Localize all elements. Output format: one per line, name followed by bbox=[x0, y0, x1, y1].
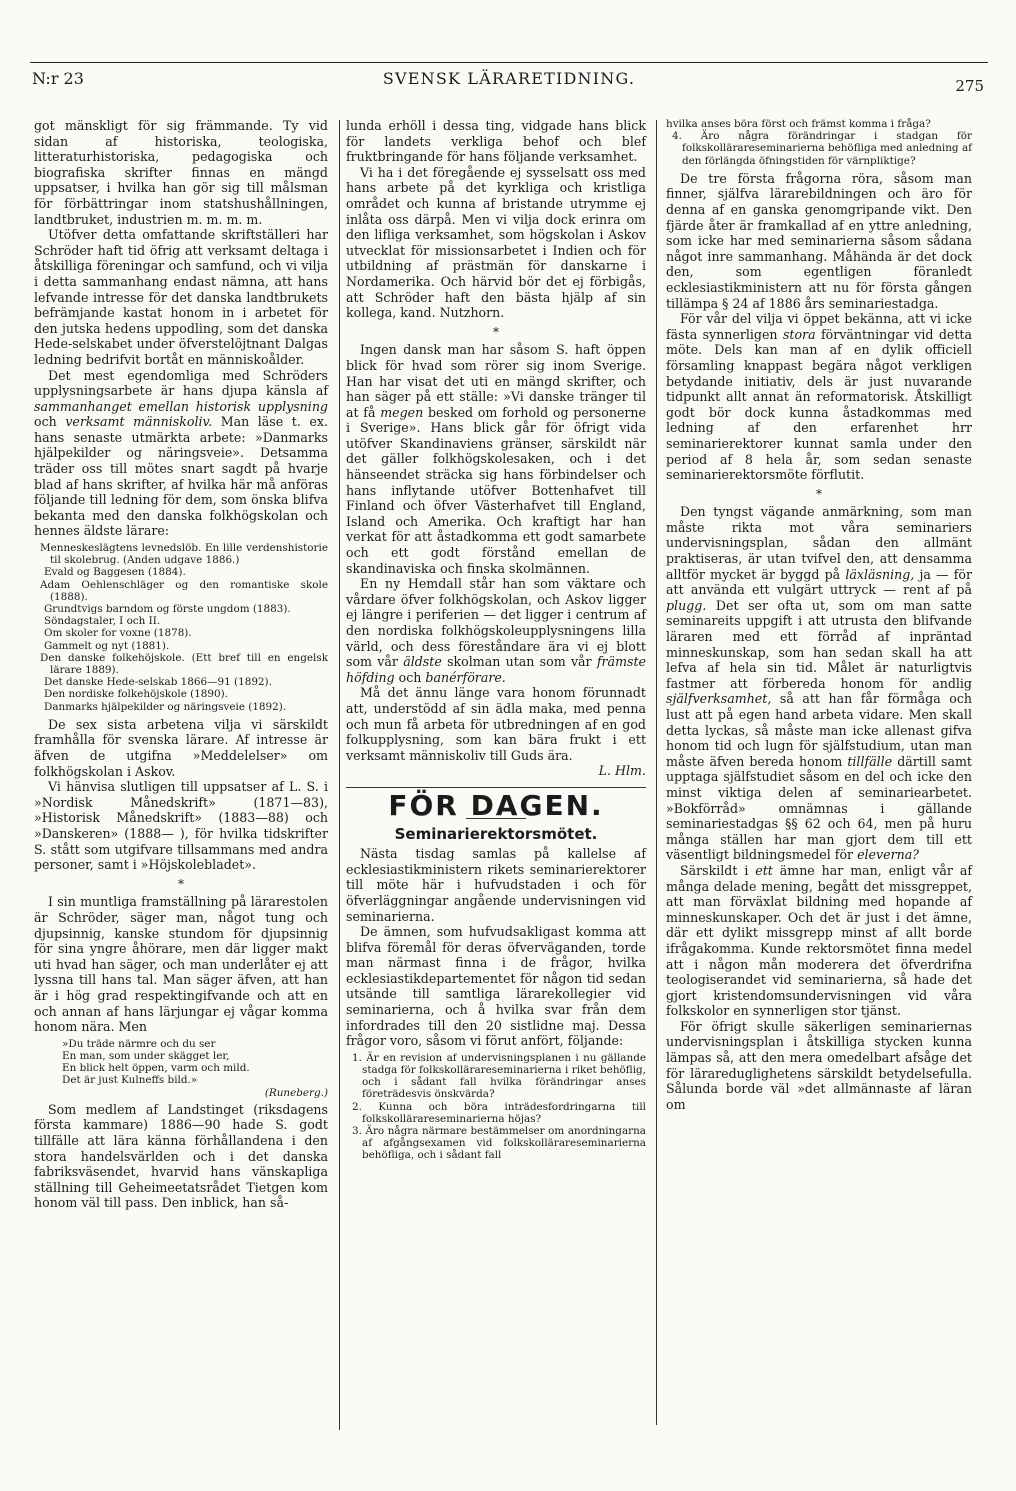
paragraph: Vi ha i det föregående ej sysselsatt oss med hans arbete på det kyrkliga och kristliga området och kunna af bristande utrymme ej inlåta oss därpå. Men vi vilja dock erinra om den lifliga verksamhet, som högskolan i Askov utvecklat för missionsarbetet i Indien och för utbildning af prästmän för danskarne i Nordamerika. Och härvid bör det ej förbigås, att Schröder haft den bästa hjälp af sin kollega, kand. Nutzhorn. bbox=[346, 164, 646, 321]
paragraph: I sin muntliga framställning på lärarestolen är Schröder, säger man, något tung och djupsinnig, kanske stundom för djupsinnig för sina yngre åhörare, men där ligger makt uti hvad han säger, och man underlåter ej att lyssna till hans tal. Man säger äfven, att han är i hög grad respektingifvande och att en och annan af hans lärjungar ej vågar komma honom nära. Men bbox=[34, 894, 328, 1035]
poem-line: Det är just Kulneffs bild.» bbox=[62, 1074, 198, 1087]
column-3 bbox=[666, 118, 972, 1112]
list-item: Danmarks hjälpekilder og näringsveie (1892). bbox=[44, 700, 287, 713]
paragraph: got mänskligt för sig främmande. Ty vid sidan af historiska, teologiska, litteraturhistoriska, pedagogiska och biografiska skrifter finnas en mängd uppsatser, i hvilka han gör sig till målsman för förbättringar inom statshushållningen, landtbruket, industrien m. m. m. m. bbox=[34, 118, 328, 227]
list-item: Det danske Hede-selskab 1866—91 (1892). bbox=[44, 676, 272, 689]
list-item: Söndagstaler, I och II. bbox=[44, 615, 161, 628]
question-list bbox=[346, 1052, 646, 1162]
works-list bbox=[34, 542, 328, 713]
paragraph: För öfrigt skulle säkerligen seminariernas undervisningsplan i åtskilliga stycken kunna lämpas så, att den mera omedelbart afsåge det för lärareduglighetens särskildt betydelsefulla. Sålunda borde väl »det allmännaste af läran om bbox=[666, 1018, 972, 1112]
paragraph: lunda erhöll i dessa ting, vidgade hans blick för landets verkliga behof och blef fruktbringande för hans följande verksamhet. bbox=[346, 118, 646, 165]
list-item: Adam Oehlenschläger og den romantiske skole (1888). bbox=[40, 578, 328, 603]
paragraph: Ingen dansk man har såsom S. haft öppen blick för hvad som rörer sig inom Sverige. Han har visat det uti en mängd skrifter, och han säger på ett ställe: »Vi danske tränger til at få megen besked om forhold og personerne i Sverige». Hans blick går för öfrigt vida utöfver Skandinaviens gränser, särskildt när det gäller folkhögskolesaken, och i det hänseendet sträcka sig hans förbindelser och hans inflytande utöfver Bottenhafvet till Finland och öfver Västerhafvet till England, Island och Amerika. Och kraftigt har han verkat för att åstadkomma ett godt samarbete och ett godt förstånd emellan de skandinaviska och finska skolmännen. bbox=[346, 342, 646, 576]
paragraph: En ny Hemdall står han som väktare och vårdare öfver folkhögskolan, och Askov ligger ej längre i periferien — det ligger i centrum af den nordiska folkhögskoleupplysningens lilla värld, och dess föreståndare ära vi ej blott som vår äldste skolman utan som vår främste höfding och banérförare. bbox=[346, 576, 646, 685]
list-item: 1. Är en revision af undervisningsplanen i nu gällande stadga för folkskollärareseminarierna i riket behöflig, och i sådant fall hvilka förändringar anses företrädesvis önskvärda? bbox=[352, 1051, 646, 1101]
paragraph: För vår del vilja vi öppet bekänna, att vi icke fästa synnerligen stora förväntningar vid detta möte. Dels kan man af en dylik officiell församling knappast begära något verkligen betydande initiativ, dels är just nuvarande tidpunkt allt annat än reformatorisk. Åtskilligt godt bör dock kunna åstadkommas med ledning af den erfarenhet hrr seminarierektorer kunnat samla under den period af 8 hela år, som sedan senaste seminarierektorsmöte förflutit. bbox=[666, 311, 972, 483]
paragraph: Som medlem af Landstinget (riksdagens första kammare) 1886—90 hade S. godt tillfälle att lära känna förhållandena i den stora handelsvärlden och i det danska fabriksväsendet, hvarvid hans vänskapliga ställning till Geheimeetatsrådet Tietgen kom honom väl till pass. Den inblick, han så- bbox=[34, 1101, 328, 1211]
poem-line: En man, som under skägget ler, bbox=[62, 1049, 230, 1062]
paragraph: Nästa tisdag samlas på kallelse af ecklesiastikministern rikets seminarierektorer till möte här i hufvudstaden i och för öfverläggningar angående undervisningen vid seminarierna. bbox=[346, 846, 646, 924]
list-item: Den danske folkehöjskole. (Ett bref till en engelsk lärare 1889). bbox=[40, 651, 328, 677]
paragraph: Må det ännu länge vara honom förunnadt att, understödd af sin ädla maka, med penna och mun få arbeta för utbredningen af en god folkupplysning, som kan bära frukt i ett verksamt människoliv till Guds ära. bbox=[346, 685, 646, 763]
poem-line: En blick helt öppen, varm och mild. bbox=[62, 1062, 250, 1075]
column-divider-1 bbox=[339, 120, 340, 1430]
page-header bbox=[30, 62, 988, 99]
separator-asterisk: * bbox=[816, 486, 822, 501]
poem-attribution: (Runeberg.) bbox=[264, 1086, 328, 1099]
list-item: Grundtvigs barndom og förste ungdom (1883). bbox=[44, 603, 291, 616]
paragraph: Särskildt i ett ämne har man, enligt vår af många delade mening, begått det missgreppet, att man förväxlat bildning med hopande af minneskunskaper. Och det är just i det ämne, där ett dylikt missgrepp minst af allt borde ifrågakomma. Kunde rektorsmötet finna medel att i någon mån moderera det öfverdrifna teologiserandet vid seminarierna, så hade det gjort kristendomsundervisningen vid våra folkskolor en synnerligen stor tjänst. bbox=[666, 862, 972, 1019]
list-item: 3. Äro några närmare bestämmelser om anordningarna af afgångsexamen vid folkskollärareseminarierna behöfliga, och i sådant fall bbox=[352, 1125, 646, 1162]
column-divider-2 bbox=[656, 120, 657, 1425]
article-title: Seminarierektorsmötet. bbox=[394, 824, 598, 843]
paragraph: Utöfver detta omfattande skriftställeri har Schröder haft tid öfrig att verksamt deltaga i åtskilliga föreningar och samfund, och vi vilja i detta sammanhang endast nämna, att hans lefvande intresse för det danska landtbrukets befrämjande kastat honom in i arbetet för den jutska hedens uppodling, som det danska Hede-selskabet under öfverstelöjtnant Dalgas ledning bedrifvit bortåt en människoålder. bbox=[34, 227, 328, 367]
page-number: 275 bbox=[955, 77, 984, 95]
issue-number: N:r 23 bbox=[32, 69, 84, 88]
list-item: Den nordiske folkehöjskole (1890). bbox=[44, 688, 228, 701]
separator-asterisk: * bbox=[493, 324, 499, 339]
paragraph: De ämnen, som hufvudsakligast komma att blifva föremål för deras öfverväganden, torde man närmast finna i de frågor, hvilka ecklesiastikdepartementet för någon tid sedan utsände till samtliga lärarekollegier vid seminarierna, och å hvilka svar från dem infordrades till den 20 sistlidne maj. Dessa frågor voro, såsom vi förut anfört, följande: bbox=[346, 924, 646, 1049]
paragraph: Det mest egendomliga med Schröders upplysningsarbete är hans djupa känsla af sammanhanget emellan historisk upplysning och verksamt människoliv. Man läse t. ex. hans senaste utmärkta arbete: »Danmarks hjälpekilder og näringsveie». Detsamma träder oss till mötes snart sagdt på hvarje blad af hans skrifter, af hvilka här må anföras följande till ledning för dem, som önska blifva bekanta med den danska folkhögskolan och hennes äldste lärare: bbox=[34, 367, 328, 539]
paragraph: De tre första frågorna röra, såsom man finner, själfva lärarebildningen och äro för denna af en ganska genomgripande vikt. Den fjärde åter är framkallad af en yttre anledning, som icke har med seminarierna såsom sådana något inre sammanhang. Måhända är det dock den, som egentligen föranledt ecklesiastikministern att nu för första gången tillämpa § 24 af 1886 års seminariestadga. bbox=[666, 170, 972, 311]
list-item: Menneskeslägtens levnedslöb. En lille verdenshistorie til skolebrug. (Anden udgave 1886.) bbox=[40, 542, 328, 567]
section-rule bbox=[346, 787, 646, 788]
list-item: Evald og Baggesen (1884). bbox=[44, 566, 186, 579]
list-item: Om skoler for voxne (1878). bbox=[44, 627, 192, 640]
paragraph: Den tyngst vägande anmärkning, som man måste rikta mot våra seminariers undervisningsplan, sådan den allmänt praktiseras, är utan tvifvel den, att densamma alltför mycket är byggd på läxläsning, ja — för att använda ett vulgärt uttryck — rent af på plugg. Det ser ofta ut, som om man satte seminareits uppgift i att utrusta den blifvande läraren med ett förråd af inpräntad minneskunskap, som han sedan skall ha att lefva af hela sin tid. Målet är naturligtvis fastmer att förbereda honom för andlig själfverksamhet, så att han får förmåga och lust att på egen hand arbeta vidare. Men skall detta lyckas, så måste man icke allenast gifva honom tid och lugn för själfstudium, utan man måste äfven bereda honom tillfälle därtill samt upptaga själfstudiet såsom en del och icke den minst viktiga delen af seminariearbetet. »Bokförråd» omnämnas i gällande seminariestadgas §§ 62 och 64, men på huru många ställen har man gjort dem till ett väsentligt bildningsmedel för eleverna? bbox=[666, 504, 972, 863]
separator-asterisk: * bbox=[178, 876, 184, 891]
list-item: hvilka anses böra först och främst komma i fråga? bbox=[666, 118, 931, 130]
poem-line: »Du träde närmre och du ser bbox=[62, 1037, 216, 1050]
list-item: Gammelt og nyt (1881). bbox=[44, 639, 170, 652]
list-item: 4. Äro några förändringar i stadgan för folkskollärareseminarierna behöfliga med anledning af den förlängda öfningstiden för värnpliktige? bbox=[672, 130, 972, 167]
paragraph: De sex sista arbetena vilja vi särskildt framhålla för svenska lärare. Af intresse är äfven de utgifna »Meddelelser» om folkhögskolan i Askov. bbox=[34, 716, 328, 779]
author-signature: L. Hlm. bbox=[598, 763, 646, 779]
journal-title: SVENSK LÄRARETIDNING. bbox=[382, 69, 636, 88]
list-item: 2. Kunna och böra inträdesfordringarna till folkskollärareseminarierna höjas? bbox=[352, 1100, 646, 1125]
column-1 bbox=[34, 118, 328, 1211]
paragraph: Vi hänvisa slutligen till uppsatser af L. S. i »Nordisk Månedskrift» (1871—83), »Historisk Månedskrift» (1883—88) och »Danskeren» (1888— ), för hvilka tidskrifter S. stått som utgifvare tillsammans med andra personer, samt i »Höjskolebladet». bbox=[34, 779, 328, 873]
column-2 bbox=[346, 118, 646, 1162]
poem-quote bbox=[34, 1038, 328, 1099]
question-list-continued bbox=[666, 118, 972, 167]
section-title: FÖR DAGEN. bbox=[388, 788, 604, 822]
